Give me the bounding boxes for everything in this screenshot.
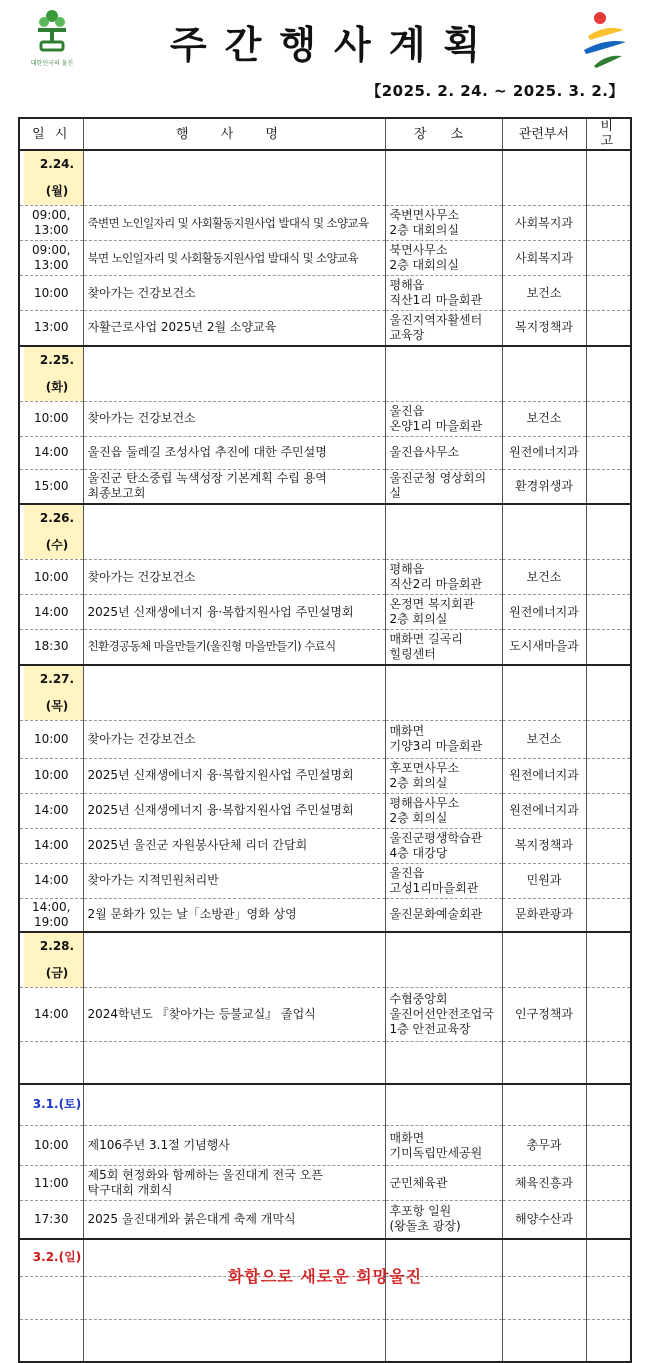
empty-cell: [502, 150, 586, 206]
event-place: 온정면 복지회관 2층 회의실: [385, 595, 502, 630]
event-dept: 사회복지과: [502, 241, 586, 276]
event-name: 죽변면 노인일자리 및 사회활동지원사업 발대식 및 소양교육: [83, 206, 385, 241]
empty-cell: [586, 150, 631, 206]
event-place: 울진군청 영상회의실: [385, 469, 502, 504]
event-note: [586, 828, 631, 863]
event-place: 북면사무소 2층 대회의실: [385, 241, 502, 276]
table-row: [19, 276, 631, 311]
col-header-datetime: 일 시: [19, 118, 83, 150]
table-header-row: [19, 118, 631, 150]
event-note: [586, 1126, 631, 1166]
table-row: [19, 1201, 631, 1239]
event-name: 2월 문화가 있는 날「소방관」영화 상영: [83, 898, 385, 932]
event-dept: 원전에너지과: [502, 758, 586, 793]
empty-cell: [385, 932, 502, 988]
event-note: [586, 595, 631, 630]
empty-cell: [502, 1320, 586, 1362]
col-header-note: 비 고: [586, 118, 631, 150]
day-label: 2.24.(월): [24, 151, 83, 205]
event-note: [586, 1201, 631, 1239]
empty-row: [19, 1320, 631, 1362]
table-row: [19, 1126, 631, 1166]
empty-cell: [83, 1320, 385, 1362]
event-note: [586, 720, 631, 758]
event-dept: 총무과: [502, 1126, 586, 1166]
event-place: 평해읍사무소 2층 회의실: [385, 793, 502, 828]
table-row: [19, 758, 631, 793]
event-name: 2025년 울진군 자원봉사단체 리더 간담회: [83, 828, 385, 863]
event-note: [586, 863, 631, 898]
event-place: 울진읍사무소: [385, 436, 502, 469]
event-name: 찾아가는 지적민원처리반: [83, 863, 385, 898]
day-header-row: [19, 346, 631, 402]
table-row: [19, 206, 631, 241]
day-label: 2.27.(목): [24, 666, 83, 720]
day-label: 3.2.(일): [32, 1250, 82, 1265]
event-time: 15:00: [19, 469, 83, 504]
table-row: [19, 793, 631, 828]
empty-row: [19, 1042, 631, 1084]
event-note: [586, 276, 631, 311]
event-name: 찾아가는 건강보건소: [83, 560, 385, 595]
event-place: 후포면사무소 2층 회의실: [385, 758, 502, 793]
table-row: [19, 311, 631, 346]
col-header-dept: 관련부서: [502, 118, 586, 150]
day-header-row: [19, 1084, 631, 1126]
event-note: [586, 1166, 631, 1201]
event-time: 10:00: [19, 1126, 83, 1166]
table-row: [19, 241, 631, 276]
empty-cell: [586, 346, 631, 402]
event-name: 제106주년 3.1절 기념행사: [83, 1126, 385, 1166]
empty-cell: [502, 932, 586, 988]
event-time: 14:00, 19:00: [19, 898, 83, 932]
event-note: [586, 793, 631, 828]
event-dept: 민원과: [502, 863, 586, 898]
event-place: 울진읍 온양1리 마을회관: [385, 401, 502, 436]
county-slogan: 화합으로 새로운 희망울진: [227, 1267, 423, 1286]
event-time: 09:00, 13:00: [19, 241, 83, 276]
table-row: [19, 469, 631, 504]
event-place: 매화면 기양3리 마을회관: [385, 720, 502, 758]
event-note: [586, 758, 631, 793]
table-row: [19, 436, 631, 469]
event-time: 14:00: [19, 436, 83, 469]
event-dept: 해양수산과: [502, 1201, 586, 1239]
event-name: 찾아가는 건강보건소: [83, 276, 385, 311]
empty-cell: [385, 1084, 502, 1126]
event-name: 울진읍 둘레길 조성사업 추진에 대한 주민설명: [83, 436, 385, 469]
table-row: [19, 595, 631, 630]
event-dept: 보건소: [502, 720, 586, 758]
table-row: [19, 898, 631, 932]
event-note: [586, 898, 631, 932]
event-name: 찾아가는 건강보건소: [83, 401, 385, 436]
table-row: [19, 560, 631, 595]
day-header-row: [19, 665, 631, 721]
day-date-cell: [19, 932, 83, 988]
event-name: 2024학년도 『찾아가는 등불교실』 졸업식: [83, 988, 385, 1042]
empty-cell: [502, 665, 586, 721]
event-note: [586, 988, 631, 1042]
event-place: 울진문화예술회관: [385, 898, 502, 932]
empty-cell: [385, 150, 502, 206]
table-row: [19, 988, 631, 1042]
empty-cell: [586, 932, 631, 988]
event-dept: 체육진흥과: [502, 1166, 586, 1201]
event-dept: 도시새마을과: [502, 630, 586, 665]
empty-cell: [385, 665, 502, 721]
day-date-cell: [19, 346, 83, 402]
empty-cell: [19, 1042, 83, 1084]
event-name: 2025 울진대게와 붉은대게 축제 개막식: [83, 1201, 385, 1239]
empty-cell: [586, 1042, 631, 1084]
table-row: [19, 401, 631, 436]
col-header-place: 장 소: [385, 118, 502, 150]
county-logo-right: [580, 10, 630, 70]
event-time: 14:00: [19, 828, 83, 863]
event-place: 평해읍 직산2리 마을회관: [385, 560, 502, 595]
event-dept: 환경위생과: [502, 469, 586, 504]
event-dept: 원전에너지과: [502, 595, 586, 630]
empty-cell: [502, 504, 586, 560]
empty-cell: [586, 1084, 631, 1126]
table-row: [19, 863, 631, 898]
empty-cell: [83, 346, 385, 402]
page-title: 주간행사계획: [169, 23, 499, 67]
event-time: 10:00: [19, 401, 83, 436]
event-place: 후포항 일원 (왕돌초 광장): [385, 1201, 502, 1239]
empty-cell: [385, 504, 502, 560]
event-note: [586, 630, 631, 665]
event-name: 2025년 신재생에너지 융·복합지원사업 주민설명회: [83, 758, 385, 793]
day-header-row: [19, 932, 631, 988]
empty-cell: [385, 1320, 502, 1362]
event-dept: 복지정책과: [502, 311, 586, 346]
empty-cell: [83, 1084, 385, 1126]
day-date-cell: [19, 150, 83, 206]
table-row: [19, 720, 631, 758]
event-name: 찾아가는 건강보건소: [83, 720, 385, 758]
event-dept: 보건소: [502, 276, 586, 311]
event-place: 수협중앙회 울진어선안전조업국 1층 안전교육장: [385, 988, 502, 1042]
event-time: 14:00: [19, 595, 83, 630]
event-time: 14:00: [19, 988, 83, 1042]
event-dept: 문화관광과: [502, 898, 586, 932]
event-note: [586, 401, 631, 436]
event-name: 친환경공동체 마을만들기(울진형 마을만들기) 수료식: [83, 630, 385, 665]
event-place: 군민체육관: [385, 1166, 502, 1201]
event-dept: 복지정책과: [502, 828, 586, 863]
event-time: 17:30: [19, 1201, 83, 1239]
event-name: 북면 노인일자리 및 사회활동지원사업 발대식 및 소양교육: [83, 241, 385, 276]
event-name: 자활근로사업 2025년 2월 소양교육: [83, 311, 385, 346]
event-dept: 원전에너지과: [502, 793, 586, 828]
day-label: 2.25.(화): [24, 347, 83, 401]
schedule-period: 【2025. 2. 24. ~ 2025. 3. 2.】: [366, 82, 624, 100]
empty-cell: [83, 1042, 385, 1084]
event-time: 11:00: [19, 1166, 83, 1201]
event-name: 제5회 현정화와 함께하는 울진대게 전국 오픈 탁구대회 개회식: [83, 1166, 385, 1201]
event-note: [586, 311, 631, 346]
event-note: [586, 436, 631, 469]
event-time: 14:00: [19, 863, 83, 898]
table-row: [19, 630, 631, 665]
day-header-row: [19, 150, 631, 206]
empty-cell: [586, 504, 631, 560]
event-place: 평해읍 직산1리 마을회관: [385, 276, 502, 311]
empty-cell: [586, 1320, 631, 1362]
empty-cell: [586, 665, 631, 721]
event-time: 10:00: [19, 758, 83, 793]
day-date-cell: [19, 504, 83, 560]
empty-cell: [385, 1042, 502, 1084]
county-emblem-icon: [580, 10, 630, 70]
event-place: 매화면 기미독립만세공원: [385, 1126, 502, 1166]
table-row: [19, 828, 631, 863]
col-header-event: 행 사 명: [83, 118, 385, 150]
event-note: [586, 206, 631, 241]
event-dept: 보건소: [502, 401, 586, 436]
event-dept: 보건소: [502, 560, 586, 595]
event-name: 울진군 탄소중립 녹색성장 기본계획 수립 용역 최종보고회: [83, 469, 385, 504]
weekly-schedule-table: [18, 117, 632, 1363]
table-row: [19, 1166, 631, 1201]
empty-cell: [19, 1320, 83, 1362]
event-note: [586, 560, 631, 595]
day-date-cell: [19, 1084, 83, 1126]
event-time: 18:30: [19, 630, 83, 665]
event-name: 2025년 신재생에너지 융·복합지원사업 주민설명회: [83, 793, 385, 828]
event-time: 10:00: [19, 276, 83, 311]
event-dept: 사회복지과: [502, 206, 586, 241]
event-note: [586, 241, 631, 276]
event-dept: 원전에너지과: [502, 436, 586, 469]
event-time: 13:00: [19, 311, 83, 346]
event-time: 09:00, 13:00: [19, 206, 83, 241]
empty-cell: [502, 1042, 586, 1084]
empty-cell: [83, 150, 385, 206]
empty-cell: [385, 346, 502, 402]
empty-cell: [502, 1084, 586, 1126]
event-place: 울진군평생학습관 4층 대강당: [385, 828, 502, 863]
day-label: 2.26.(수): [24, 505, 83, 559]
day-header-row: [19, 504, 631, 560]
empty-cell: [83, 665, 385, 721]
logo-caption: 대한민국의 울진: [30, 60, 74, 67]
event-time: 14:00: [19, 793, 83, 828]
event-name: 2025년 신재생에너지 융·복합지원사업 주민설명회: [83, 595, 385, 630]
event-place: 울진읍 고성1리마을회관: [385, 863, 502, 898]
event-dept: 인구정책과: [502, 988, 586, 1042]
day-date-cell: [19, 665, 83, 721]
event-note: [586, 469, 631, 504]
event-time: 10:00: [19, 560, 83, 595]
empty-cell: [83, 504, 385, 560]
event-place: 매화면 길곡리 힐링센터: [385, 630, 502, 665]
day-label: 3.1.(토): [32, 1097, 82, 1112]
empty-cell: [502, 346, 586, 402]
empty-cell: [83, 932, 385, 988]
event-place: 죽변면사무소 2층 대회의실: [385, 206, 502, 241]
event-time: 10:00: [19, 720, 83, 758]
event-place: 울진지역자활센터 교육장: [385, 311, 502, 346]
day-label: 2.28.(금): [24, 933, 83, 987]
